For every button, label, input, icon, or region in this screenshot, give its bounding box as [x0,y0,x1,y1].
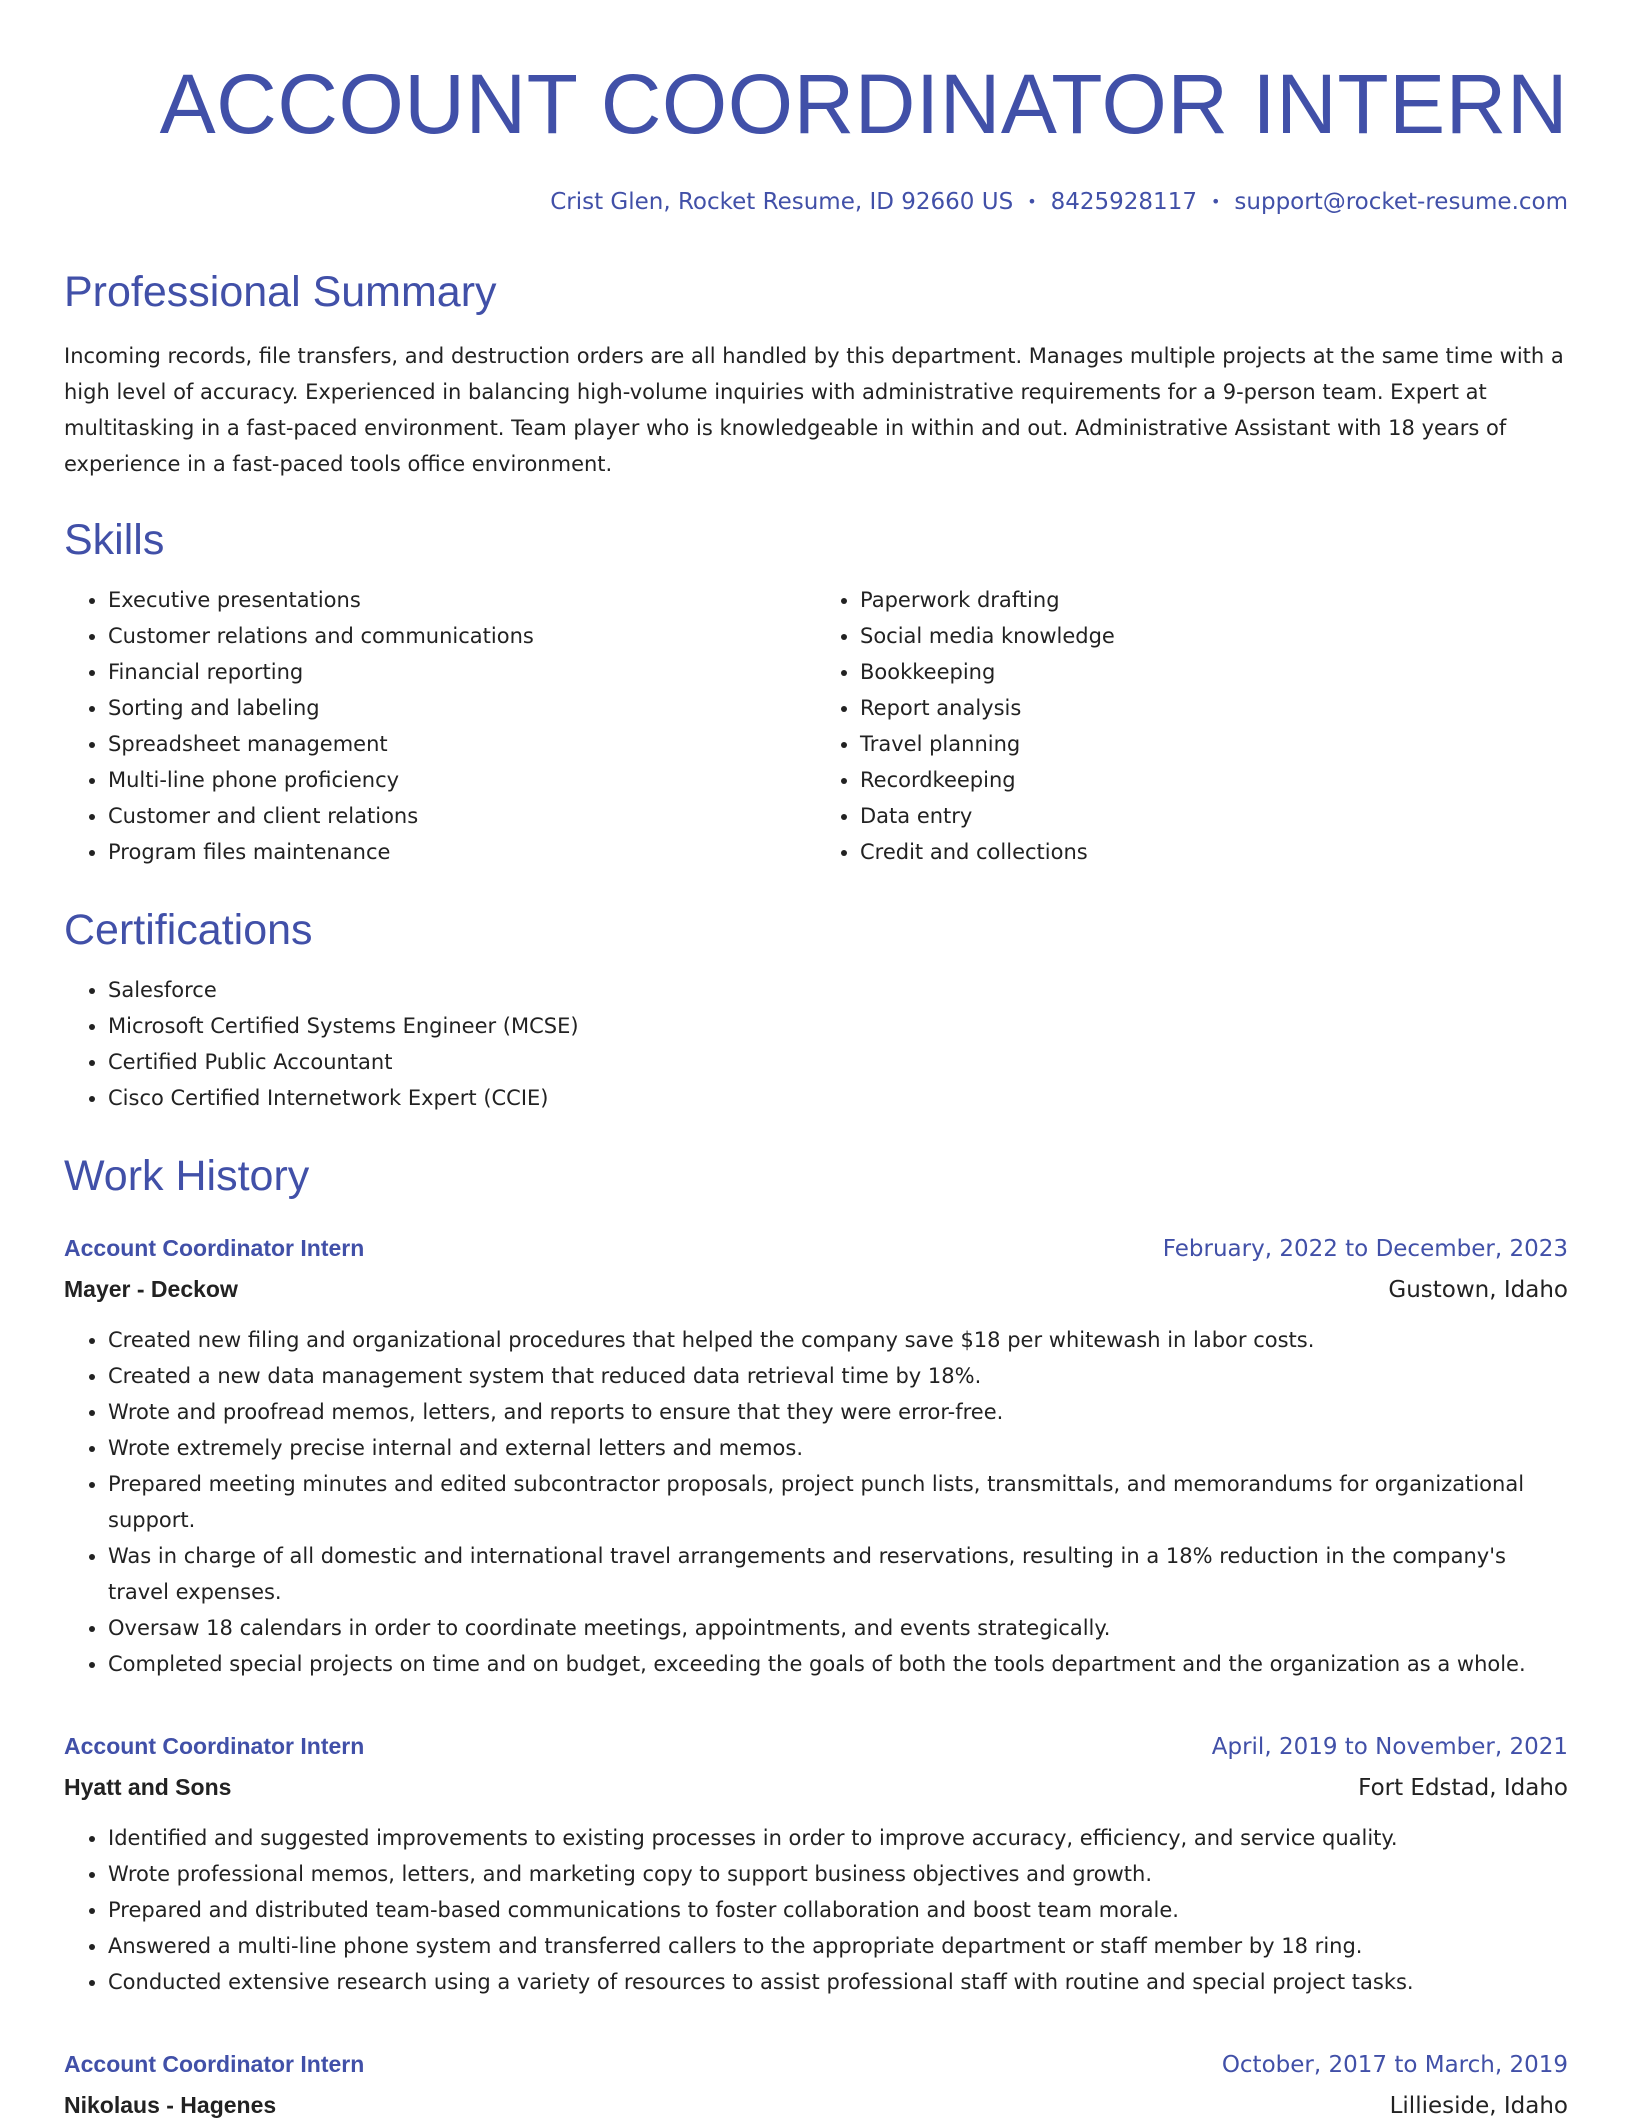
skill-item: • Customer and client relations [108,798,816,834]
job-company: Nikolaus - Hagenes [64,2092,277,2118]
certification-item: • Salesforce [108,972,1568,1008]
contact-phone[interactable]: 8425928117 [1050,189,1197,215]
section-heading-summary: Professional Summary [64,268,497,316]
job-entry [64,2044,1568,2126]
job-company-row [64,1767,1568,1808]
job-header-row [64,2044,1568,2085]
skill-item: • Credit and collections [860,834,1568,870]
job-bullet: • Completed special projects on time and on budget, exceeding the goals of both the tools department and the organization as a whole. [108,1646,1568,1682]
job-header-row [64,1726,1568,1767]
job-bullet: • Prepared meeting minutes and edited subcontractor proposals, project punch lists, transmittals, and memorandums for organizational support. [108,1466,1568,1538]
section-heading-work-history: Work History [64,1152,310,1200]
skill-item: • Travel planning [860,726,1568,762]
contact-email[interactable]: support@rocket-resume.com [1234,189,1568,215]
skill-item: • Customer relations and communications [108,618,816,654]
job-title: Account Coordinator Intern [64,1235,365,1261]
certification-item: • Microsoft Certified Systems Engineer (MCSE) [108,1008,1568,1044]
job-company: Hyatt and Sons [64,1774,232,1800]
contact-separator: • [1210,192,1221,211]
job-bullet: • Oversaw 18 calendars in order to coordinate meetings, appointments, and events strategically. [108,1610,1568,1646]
job-bullet: • Conducted extensive research using a variety of resources to assist professional staff with routine and special project tasks. [108,1964,1568,2000]
job-bullet: • Identified and suggested improvements to existing processes in order to improve accuracy, efficiency, and service quality. [108,1820,1568,1856]
job-entry [64,1228,1568,1682]
job-bullets [64,1322,1568,1682]
job-company-row [64,1269,1568,1310]
job-bullets [64,1820,1568,2000]
job-bullet: • Answered a multi-line phone system and transferred callers to the appropriate department or staff member by 18 ring. [108,1928,1568,1964]
job-dates: February, 2022 to December, 2023 [1162,1236,1568,1262]
skill-item: • Multi-line phone proficiency [108,762,816,798]
skill-item: • Bookkeeping [860,654,1568,690]
contact-address: Crist Glen, Rocket Resume, ID 92660 US [550,189,1014,215]
skill-item: • Sorting and labeling [108,690,816,726]
skill-item: • Executive presentations [108,582,816,618]
job-bullet: • Was in charge of all domestic and international travel arrangements and reservations, resulting in a 18% reduction in the company's travel expenses. [108,1538,1568,1610]
skill-item: • Program files maintenance [108,834,816,870]
certifications-list [64,972,1568,1116]
job-location: Lillieside, Idaho [1389,2093,1568,2119]
skills-list-right [816,582,1568,870]
job-entry [64,1726,1568,2000]
skill-item: • Social media knowledge [860,618,1568,654]
skill-item: • Financial reporting [108,654,816,690]
skills-grid [64,582,1568,870]
skill-item: • Report analysis [860,690,1568,726]
job-bullet: • Wrote professional memos, letters, and marketing copy to support business objectives and growth. [108,1856,1568,1892]
job-location: Fort Edstad, Idaho [1358,1775,1568,1801]
job-title: Account Coordinator Intern [64,1733,365,1759]
section-heading-certifications: Certifications [64,906,313,954]
job-company: Mayer - Deckow [64,1276,238,1302]
section-heading-skills: Skills [64,516,165,564]
job-bullet: • Wrote and proofread memos, letters, and reports to ensure that they were error-free. [108,1394,1568,1430]
certification-item: • Cisco Certified Internetwork Expert (CCIE) [108,1080,1568,1116]
skill-item: • Spreadsheet management [108,726,816,762]
contact-separator: • [1027,192,1037,211]
job-bullet: • Created new filing and organizational procedures that helped the company save $18 per whitewash in labor costs. [108,1322,1568,1358]
job-bullet: • Created a new data management system that reduced data retrieval time by 18%. [108,1358,1568,1394]
summary-text: Incoming records, file transfers, and destruction orders are all handled by this department. Manages multiple projects at the same time with a high level of accuracy. Experienced in balancing high-volume inquiries with administrative requirements for a 9-person team. Expert at multitasking in a fast-paced environment. Team player who is knowledgeable in within and out. Administrative Assistant with 18 years of experience in a fast-paced tools office environment. [64,344,1564,476]
job-dates: April, 2019 to November, 2021 [1211,1734,1568,1760]
skill-item: • Data entry [860,798,1568,834]
resume-title: ACCOUNT COORDINATOR INTERN [159,57,1568,151]
skill-item: • Recordkeeping [860,762,1568,798]
job-header-row [64,1228,1568,1269]
job-location: Gustown, Idaho [1388,1277,1568,1303]
skills-list-left [64,582,816,870]
job-title: Account Coordinator Intern [64,2051,365,2077]
skill-item: • Paperwork drafting [860,582,1568,618]
job-bullet: • Prepared and distributed team-based communications to foster collaboration and boost team morale. [108,1892,1568,1928]
job-company-row [64,2085,1568,2126]
contact-line [64,186,1568,218]
job-dates: October, 2017 to March, 2019 [1221,2052,1568,2078]
certification-item: • Certified Public Accountant [108,1044,1568,1080]
job-bullet: • Wrote extremely precise internal and external letters and memos. [108,1430,1568,1466]
